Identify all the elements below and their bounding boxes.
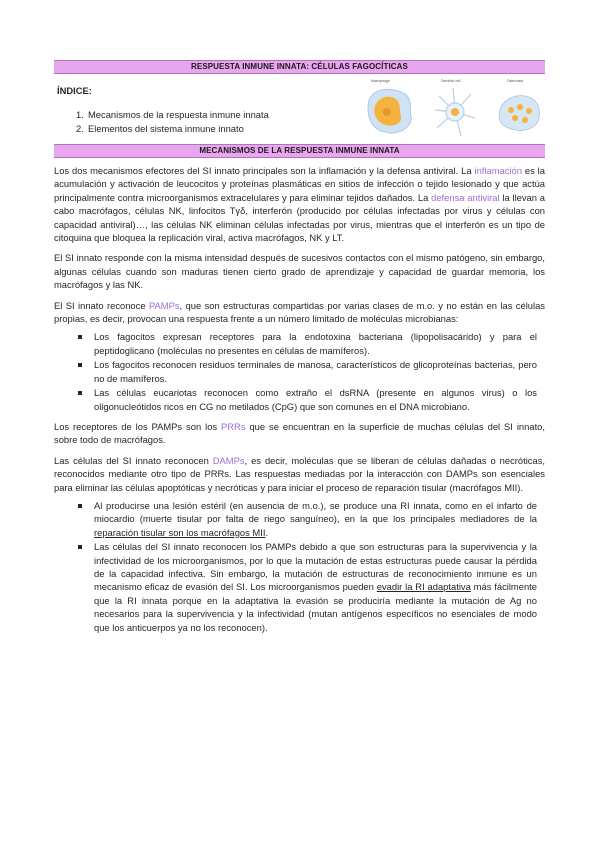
list-item: Al producirse una lesión estéril (en ausencia de m.o.), se produce una RI innata, como en el infarto de miocardio (muerte tisular por falta de riego sanguíneo), en la que los principales mediadores de la reparación tisular son los macrófagos MII. <box>54 499 545 539</box>
paragraph: Las células del SI innato reconocen DAMPs, es decir, moléculas que se liberan de células dañadas o necróticas, reconocidos mediante otro tipo de PRRs. Las respuestas mediadas por la interacción con DAMPs son esenciales para eliminar las células apoptóticas y necróticas y para iniciar el proceso de reparación tisular (macrófagos MII). <box>54 454 545 493</box>
bullet-icon <box>78 335 82 339</box>
term-inflamacion: inflamación <box>474 165 522 176</box>
bullet-list <box>54 330 545 412</box>
list-item: Las células del SI innato reconocen los PAMPs debido a que son estructuras para la supervivencia y la infectividad de los microorganismos, por lo que la mutación de estas estructuras puede causar la pérdida de la capacidad infectiva. Sin embargo, la mutación de estructuras de reconocimiento inmune es un mecanismo eficaz de evasión del SI. Los microorganismos pueden evadir la RI adaptativa más fácilmente que la RI innata porque en la adaptativa la evasión se produciría mediante la mutación de Ag no necesarios para la supervivencia y la infectividad (mutan antígenos específicos no esenciales de modo que los anticuerpos ya no los reconocen). <box>54 540 545 634</box>
term-prrs: PRRs <box>221 420 246 432</box>
list-item: Los fagocitos reconocen residuos terminales de manosa, característicos de glicoproteínas bacterias, pero no de mamíferos. <box>54 358 545 385</box>
underlined-text: reparación tisular son los macrófagos MII <box>94 526 266 538</box>
cells-illustration <box>365 78 541 138</box>
section-heading: MECANISMOS DE LA RESPUESTA INMUNE INNATA <box>54 144 545 158</box>
bullet-icon <box>78 391 82 395</box>
document-title: RESPUESTA INMUNE INNATA: CÉLULAS FAGOCÍTICAS <box>54 60 545 74</box>
term-damps: DAMPs <box>212 454 245 466</box>
paragraph: El SI innato reconoce PAMPs, que son estructuras compartidas por varias clases de m.o. y no están en las células propias, es decir, provocan una respuesta frente a un número limitado de moléculas microbianas: <box>54 299 545 325</box>
list-item: Los fagocitos expresan receptores para la endotoxina bacteriana (lipopolisacárido) y para el peptidoglicano (moléculas no presentes en células de mamíferos). <box>54 330 545 357</box>
list-item: Las células eucariotas reconocen como extraño el dsRNA (presente en algunos virus) o los oligonucleótidos ricos en CG no metilados (CpG) que son comunes en el DNA microbiano. <box>54 386 545 413</box>
index-block <box>54 74 545 144</box>
bullet-icon <box>78 545 82 549</box>
dendritic-cell-icon <box>435 88 475 136</box>
paragraph: Los dos mecanismos efectores del SI innato principales son la inflamación y la defensa antiviral. La inflamación es la acumulación y activación de leucocitos y proteínas plasmáticas en sitios de infección o tejido lesionado y que actúa principalmente contra microorganismos extracelulares y para eliminar tejidos dañados. La defensa antiviral la llevan a cabo macrófagos, células NK, linfocitos Tγδ, interferón (producido por células infectadas por virus y células con capacidad antiviral)…, las células NK eliminan células infectadas por virus, mientras que el interferón es un tipo de citoquina que bloquea la replicación viral, activa macrófagos, NK y LT. <box>54 165 545 244</box>
bullet-icon <box>78 504 82 508</box>
bullet-list <box>54 499 545 634</box>
macrophage-label: Macrophage <box>371 79 390 83</box>
underlined-text: evadir la RI adaptativa <box>376 581 471 593</box>
index-title: ÍNDICE: <box>57 85 92 96</box>
term-pamps: PAMPs <box>148 299 180 311</box>
paragraph: Los receptores de los PAMPs son los PRRs que se encuentran en la superficie de muchas células del SI innato, sobre todo de macrófagos. <box>54 420 545 446</box>
bullet-icon <box>78 363 82 367</box>
document-page <box>54 60 545 635</box>
paragraph: El SI innato responde con la misma intensidad después de sucesivos contactos con el mismo patógeno, sin embargo, algunas células cuando son maduras tienen cierto grado de aprendizaje y capacidad de guardar memoria, los macrófagos y las NK. <box>54 252 545 291</box>
index-list <box>76 108 269 136</box>
index-item: 1. Mecanismos de la respuesta inmune innata <box>76 109 269 120</box>
osteoclast-label: Osteoclast <box>507 79 524 83</box>
dendritic-cell-label: Dendritic cell <box>441 79 461 83</box>
term-defensa-antiviral: defensa antiviral <box>431 191 500 203</box>
macrophage-cell-icon <box>368 89 411 133</box>
index-item: 2. Elementos del sistema inmune innato <box>76 123 244 134</box>
phagocyte-cells-figure <box>365 78 541 138</box>
osteoclast-cell-icon <box>499 96 539 131</box>
